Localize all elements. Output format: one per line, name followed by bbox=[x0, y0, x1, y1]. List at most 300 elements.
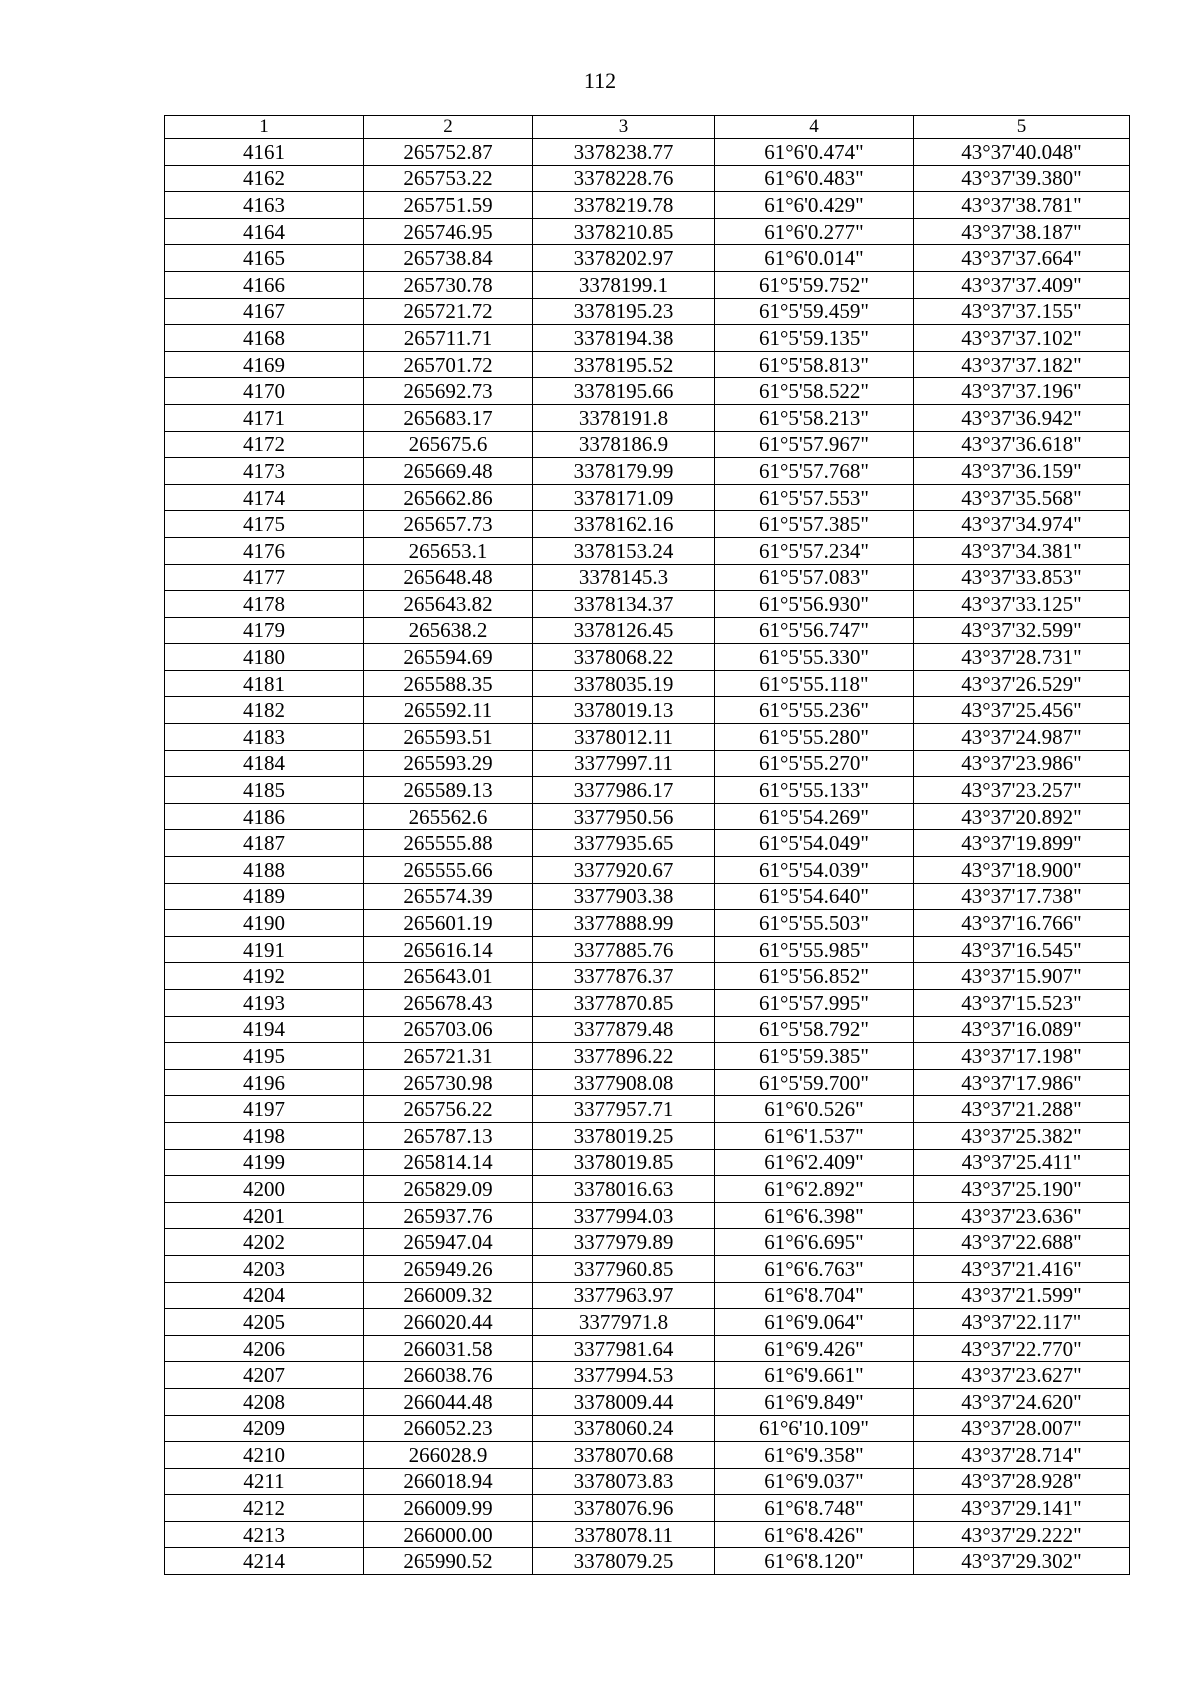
longitude-cell: 61°5'59.752" bbox=[715, 271, 914, 298]
latitude-cell: 43°37'38.781" bbox=[914, 192, 1130, 219]
coordinate-y-cell: 3378186.9 bbox=[533, 431, 715, 458]
table-row bbox=[165, 1495, 1130, 1522]
point-number-cell: 4198 bbox=[165, 1122, 364, 1149]
table-row bbox=[165, 245, 1130, 272]
latitude-cell: 43°37'25.411" bbox=[914, 1149, 1130, 1176]
point-number-cell: 4162 bbox=[165, 165, 364, 192]
coordinate-x-cell: 265662.86 bbox=[364, 484, 533, 511]
coordinate-y-cell: 3377885.76 bbox=[533, 936, 715, 963]
longitude-cell: 61°5'59.700" bbox=[715, 1069, 914, 1096]
latitude-cell: 43°37'24.620" bbox=[914, 1388, 1130, 1415]
coordinate-x-cell: 265752.87 bbox=[364, 139, 533, 166]
coordinate-y-cell: 3378153.24 bbox=[533, 537, 715, 564]
coordinate-y-cell: 3378202.97 bbox=[533, 245, 715, 272]
table-row bbox=[165, 1442, 1130, 1469]
coordinate-x-cell: 265678.43 bbox=[364, 990, 533, 1017]
latitude-cell: 43°37'21.599" bbox=[914, 1282, 1130, 1309]
latitude-cell: 43°37'32.599" bbox=[914, 617, 1130, 644]
table-row bbox=[165, 1415, 1130, 1442]
table-row bbox=[165, 910, 1130, 937]
longitude-cell: 61°5'55.985" bbox=[715, 936, 914, 963]
table-row bbox=[165, 1362, 1130, 1389]
coordinate-x-cell: 266009.32 bbox=[364, 1282, 533, 1309]
latitude-cell: 43°37'22.117" bbox=[914, 1309, 1130, 1336]
table-row bbox=[165, 1096, 1130, 1123]
longitude-cell: 61°5'59.385" bbox=[715, 1043, 914, 1070]
latitude-cell: 43°37'33.125" bbox=[914, 591, 1130, 618]
coordinate-x-cell: 265669.48 bbox=[364, 458, 533, 485]
coordinate-x-cell: 265589.13 bbox=[364, 777, 533, 804]
point-number-cell: 4188 bbox=[165, 857, 364, 884]
coordinate-y-cell: 3378035.19 bbox=[533, 670, 715, 697]
coordinate-y-cell: 3377957.71 bbox=[533, 1096, 715, 1123]
table-row bbox=[165, 1229, 1130, 1256]
coordinate-x-cell: 265638.2 bbox=[364, 617, 533, 644]
coordinate-y-cell: 3378016.63 bbox=[533, 1176, 715, 1203]
longitude-cell: 61°5'57.967" bbox=[715, 431, 914, 458]
coordinate-x-cell: 265949.26 bbox=[364, 1255, 533, 1282]
longitude-cell: 61°6'9.849" bbox=[715, 1388, 914, 1415]
coordinate-x-cell: 266009.99 bbox=[364, 1495, 533, 1522]
table-row bbox=[165, 325, 1130, 352]
table-row bbox=[165, 1202, 1130, 1229]
longitude-cell: 61°5'54.269" bbox=[715, 803, 914, 830]
coordinate-y-cell: 3377896.22 bbox=[533, 1043, 715, 1070]
longitude-cell: 61°6'0.429" bbox=[715, 192, 914, 219]
point-number-cell: 4202 bbox=[165, 1229, 364, 1256]
coordinate-y-cell: 3377903.38 bbox=[533, 883, 715, 910]
longitude-cell: 61°6'10.109" bbox=[715, 1415, 914, 1442]
coordinate-y-cell: 3377997.11 bbox=[533, 750, 715, 777]
point-number-cell: 4166 bbox=[165, 271, 364, 298]
coordinate-x-cell: 265701.72 bbox=[364, 351, 533, 378]
point-number-cell: 4183 bbox=[165, 724, 364, 751]
coordinate-y-cell: 3377994.03 bbox=[533, 1202, 715, 1229]
coordinate-x-cell: 265721.72 bbox=[364, 298, 533, 325]
coordinate-x-cell: 266028.9 bbox=[364, 1442, 533, 1469]
latitude-cell: 43°37'35.568" bbox=[914, 484, 1130, 511]
table-row bbox=[165, 165, 1130, 192]
point-number-cell: 4184 bbox=[165, 750, 364, 777]
point-number-cell: 4173 bbox=[165, 458, 364, 485]
longitude-cell: 61°5'57.234" bbox=[715, 537, 914, 564]
longitude-cell: 61°5'55.118" bbox=[715, 670, 914, 697]
point-number-cell: 4203 bbox=[165, 1255, 364, 1282]
longitude-cell: 61°5'54.640" bbox=[715, 883, 914, 910]
longitude-cell: 61°6'6.398" bbox=[715, 1202, 914, 1229]
longitude-cell: 61°5'54.039" bbox=[715, 857, 914, 884]
point-number-cell: 4177 bbox=[165, 564, 364, 591]
coordinate-x-cell: 265592.11 bbox=[364, 697, 533, 724]
longitude-cell: 61°5'57.768" bbox=[715, 458, 914, 485]
coordinate-y-cell: 3377979.89 bbox=[533, 1229, 715, 1256]
coordinate-y-cell: 3377908.08 bbox=[533, 1069, 715, 1096]
table-row bbox=[165, 271, 1130, 298]
table-row bbox=[165, 777, 1130, 804]
latitude-cell: 43°37'26.529" bbox=[914, 670, 1130, 697]
longitude-cell: 61°6'0.277" bbox=[715, 218, 914, 245]
table-row bbox=[165, 1016, 1130, 1043]
point-number-cell: 4176 bbox=[165, 537, 364, 564]
latitude-cell: 43°37'29.141" bbox=[914, 1495, 1130, 1522]
coordinate-x-cell: 265937.76 bbox=[364, 1202, 533, 1229]
coordinate-x-cell: 265594.69 bbox=[364, 644, 533, 671]
coordinate-y-cell: 3378179.99 bbox=[533, 458, 715, 485]
point-number-cell: 4172 bbox=[165, 431, 364, 458]
column-header-5: 5 bbox=[914, 116, 1130, 139]
latitude-cell: 43°37'37.182" bbox=[914, 351, 1130, 378]
table-row bbox=[165, 351, 1130, 378]
latitude-cell: 43°37'22.770" bbox=[914, 1335, 1130, 1362]
latitude-cell: 43°37'18.900" bbox=[914, 857, 1130, 884]
point-number-cell: 4187 bbox=[165, 830, 364, 857]
longitude-cell: 61°6'0.474" bbox=[715, 139, 914, 166]
coordinate-x-cell: 265692.73 bbox=[364, 378, 533, 405]
coordinate-x-cell: 265730.78 bbox=[364, 271, 533, 298]
longitude-cell: 61°6'9.426" bbox=[715, 1335, 914, 1362]
latitude-cell: 43°37'28.714" bbox=[914, 1442, 1130, 1469]
column-header-2: 2 bbox=[364, 116, 533, 139]
longitude-cell: 61°6'0.483" bbox=[715, 165, 914, 192]
latitude-cell: 43°37'25.382" bbox=[914, 1122, 1130, 1149]
point-number-cell: 4197 bbox=[165, 1096, 364, 1123]
coordinate-y-cell: 3378194.38 bbox=[533, 325, 715, 352]
coordinate-x-cell: 265593.29 bbox=[364, 750, 533, 777]
latitude-cell: 43°37'17.986" bbox=[914, 1069, 1130, 1096]
coordinate-y-cell: 3377935.65 bbox=[533, 830, 715, 857]
coordinate-x-cell: 265593.51 bbox=[364, 724, 533, 751]
point-number-cell: 4195 bbox=[165, 1043, 364, 1070]
latitude-cell: 43°37'37.155" bbox=[914, 298, 1130, 325]
latitude-cell: 43°37'22.688" bbox=[914, 1229, 1130, 1256]
latitude-cell: 43°37'28.007" bbox=[914, 1415, 1130, 1442]
latitude-cell: 43°37'37.409" bbox=[914, 271, 1130, 298]
coordinate-x-cell: 265721.31 bbox=[364, 1043, 533, 1070]
point-number-cell: 4211 bbox=[165, 1468, 364, 1495]
coordinate-y-cell: 3378009.44 bbox=[533, 1388, 715, 1415]
point-number-cell: 4191 bbox=[165, 936, 364, 963]
table-row bbox=[165, 963, 1130, 990]
longitude-cell: 61°5'56.747" bbox=[715, 617, 914, 644]
latitude-cell: 43°37'28.731" bbox=[914, 644, 1130, 671]
table-row bbox=[165, 857, 1130, 884]
coordinate-y-cell: 3378195.23 bbox=[533, 298, 715, 325]
longitude-cell: 61°5'55.503" bbox=[715, 910, 914, 937]
latitude-cell: 43°37'33.853" bbox=[914, 564, 1130, 591]
longitude-cell: 61°6'0.526" bbox=[715, 1096, 914, 1123]
page-number: 112 bbox=[583, 68, 617, 93]
table-row bbox=[165, 990, 1130, 1017]
table-row bbox=[165, 670, 1130, 697]
table-row bbox=[165, 936, 1130, 963]
point-number-cell: 4190 bbox=[165, 910, 364, 937]
longitude-cell: 61°5'55.330" bbox=[715, 644, 914, 671]
point-number-cell: 4168 bbox=[165, 325, 364, 352]
coordinate-x-cell: 265751.59 bbox=[364, 192, 533, 219]
longitude-cell: 61°5'58.213" bbox=[715, 404, 914, 431]
coordinate-x-cell: 265829.09 bbox=[364, 1176, 533, 1203]
latitude-cell: 43°37'20.892" bbox=[914, 803, 1130, 830]
point-number-cell: 4169 bbox=[165, 351, 364, 378]
coordinate-y-cell: 3378145.3 bbox=[533, 564, 715, 591]
point-number-cell: 4204 bbox=[165, 1282, 364, 1309]
longitude-cell: 61°5'56.930" bbox=[715, 591, 914, 618]
point-number-cell: 4213 bbox=[165, 1521, 364, 1548]
table-row bbox=[165, 404, 1130, 431]
coordinates-table bbox=[164, 115, 1130, 1575]
coordinate-y-cell: 3378162.16 bbox=[533, 511, 715, 538]
coordinate-x-cell: 265746.95 bbox=[364, 218, 533, 245]
coordinate-x-cell: 265753.22 bbox=[364, 165, 533, 192]
table-row bbox=[165, 139, 1130, 166]
latitude-cell: 43°37'24.987" bbox=[914, 724, 1130, 751]
table-row bbox=[165, 750, 1130, 777]
coordinate-x-cell: 266044.48 bbox=[364, 1388, 533, 1415]
latitude-cell: 43°37'21.288" bbox=[914, 1096, 1130, 1123]
longitude-cell: 61°5'55.236" bbox=[715, 697, 914, 724]
coordinate-y-cell: 3378126.45 bbox=[533, 617, 715, 644]
table-row bbox=[165, 431, 1130, 458]
table-row bbox=[165, 697, 1130, 724]
table-row bbox=[165, 1122, 1130, 1149]
longitude-cell: 61°6'9.064" bbox=[715, 1309, 914, 1336]
coordinate-x-cell: 265657.73 bbox=[364, 511, 533, 538]
coordinate-x-cell: 265643.82 bbox=[364, 591, 533, 618]
point-number-cell: 4199 bbox=[165, 1149, 364, 1176]
coordinate-y-cell: 3378019.13 bbox=[533, 697, 715, 724]
longitude-cell: 61°5'58.522" bbox=[715, 378, 914, 405]
longitude-cell: 61°6'9.661" bbox=[715, 1362, 914, 1389]
coordinate-y-cell: 3377876.37 bbox=[533, 963, 715, 990]
coordinate-x-cell: 265562.6 bbox=[364, 803, 533, 830]
longitude-cell: 61°5'54.049" bbox=[715, 830, 914, 857]
table-row bbox=[165, 591, 1130, 618]
point-number-cell: 4207 bbox=[165, 1362, 364, 1389]
latitude-cell: 43°37'16.545" bbox=[914, 936, 1130, 963]
longitude-cell: 61°6'6.695" bbox=[715, 1229, 914, 1256]
coordinate-x-cell: 265574.39 bbox=[364, 883, 533, 910]
coordinate-x-cell: 265555.88 bbox=[364, 830, 533, 857]
point-number-cell: 4165 bbox=[165, 245, 364, 272]
longitude-cell: 61°5'55.280" bbox=[715, 724, 914, 751]
point-number-cell: 4196 bbox=[165, 1069, 364, 1096]
longitude-cell: 61°6'8.748" bbox=[715, 1495, 914, 1522]
coordinate-y-cell: 3377879.48 bbox=[533, 1016, 715, 1043]
coordinate-x-cell: 265711.71 bbox=[364, 325, 533, 352]
latitude-cell: 43°37'15.907" bbox=[914, 963, 1130, 990]
table-row bbox=[165, 724, 1130, 751]
coordinate-x-cell: 266038.76 bbox=[364, 1362, 533, 1389]
longitude-cell: 61°6'9.358" bbox=[715, 1442, 914, 1469]
point-number-cell: 4164 bbox=[165, 218, 364, 245]
point-number-cell: 4179 bbox=[165, 617, 364, 644]
point-number-cell: 4192 bbox=[165, 963, 364, 990]
coordinate-y-cell: 3377981.64 bbox=[533, 1335, 715, 1362]
coordinate-x-cell: 265990.52 bbox=[364, 1548, 533, 1575]
coordinate-y-cell: 3378219.78 bbox=[533, 192, 715, 219]
point-number-cell: 4200 bbox=[165, 1176, 364, 1203]
latitude-cell: 43°37'29.222" bbox=[914, 1521, 1130, 1548]
latitude-cell: 43°37'34.974" bbox=[914, 511, 1130, 538]
point-number-cell: 4212 bbox=[165, 1495, 364, 1522]
longitude-cell: 61°5'55.133" bbox=[715, 777, 914, 804]
coordinate-y-cell: 3377888.99 bbox=[533, 910, 715, 937]
table-row bbox=[165, 458, 1130, 485]
coordinate-y-cell: 3378068.22 bbox=[533, 644, 715, 671]
table-row bbox=[165, 617, 1130, 644]
coordinate-y-cell: 3378078.11 bbox=[533, 1521, 715, 1548]
coordinate-y-cell: 3377950.56 bbox=[533, 803, 715, 830]
table-row bbox=[165, 1468, 1130, 1495]
table-row bbox=[165, 1521, 1130, 1548]
latitude-cell: 43°37'34.381" bbox=[914, 537, 1130, 564]
coordinate-x-cell: 265653.1 bbox=[364, 537, 533, 564]
table-row bbox=[165, 484, 1130, 511]
table-row bbox=[165, 298, 1130, 325]
table-row bbox=[165, 830, 1130, 857]
latitude-cell: 43°37'15.523" bbox=[914, 990, 1130, 1017]
longitude-cell: 61°5'57.083" bbox=[715, 564, 914, 591]
longitude-cell: 61°6'8.704" bbox=[715, 1282, 914, 1309]
longitude-cell: 61°5'58.792" bbox=[715, 1016, 914, 1043]
latitude-cell: 43°37'25.456" bbox=[914, 697, 1130, 724]
table-row bbox=[165, 1069, 1130, 1096]
coordinate-x-cell: 266000.00 bbox=[364, 1521, 533, 1548]
latitude-cell: 43°37'17.738" bbox=[914, 883, 1130, 910]
coordinate-x-cell: 265648.48 bbox=[364, 564, 533, 591]
coordinate-y-cell: 3378079.25 bbox=[533, 1548, 715, 1575]
coordinate-x-cell: 265675.6 bbox=[364, 431, 533, 458]
coordinate-x-cell: 265814.14 bbox=[364, 1149, 533, 1176]
coordinate-y-cell: 3378195.66 bbox=[533, 378, 715, 405]
longitude-cell: 61°5'55.270" bbox=[715, 750, 914, 777]
table-row bbox=[165, 1309, 1130, 1336]
latitude-cell: 43°37'37.196" bbox=[914, 378, 1130, 405]
coordinate-y-cell: 3378210.85 bbox=[533, 218, 715, 245]
coordinate-y-cell: 3378070.68 bbox=[533, 1442, 715, 1469]
longitude-cell: 61°5'59.459" bbox=[715, 298, 914, 325]
latitude-cell: 43°37'23.986" bbox=[914, 750, 1130, 777]
point-number-cell: 4167 bbox=[165, 298, 364, 325]
column-header-3: 3 bbox=[533, 116, 715, 139]
point-number-cell: 4206 bbox=[165, 1335, 364, 1362]
coordinate-x-cell: 265588.35 bbox=[364, 670, 533, 697]
point-number-cell: 4214 bbox=[165, 1548, 364, 1575]
coordinate-y-cell: 3378238.77 bbox=[533, 139, 715, 166]
latitude-cell: 43°37'16.766" bbox=[914, 910, 1130, 937]
longitude-cell: 61°5'57.995" bbox=[715, 990, 914, 1017]
longitude-cell: 61°6'2.409" bbox=[715, 1149, 914, 1176]
table-row bbox=[165, 192, 1130, 219]
table-row bbox=[165, 883, 1130, 910]
latitude-cell: 43°37'29.302" bbox=[914, 1548, 1130, 1575]
table-header bbox=[165, 116, 1130, 139]
point-number-cell: 4189 bbox=[165, 883, 364, 910]
table-row bbox=[165, 1548, 1130, 1575]
coordinate-y-cell: 3378012.11 bbox=[533, 724, 715, 751]
latitude-cell: 43°37'37.102" bbox=[914, 325, 1130, 352]
table-row bbox=[165, 1282, 1130, 1309]
table-row bbox=[165, 537, 1130, 564]
table-row bbox=[165, 564, 1130, 591]
coordinate-x-cell: 265756.22 bbox=[364, 1096, 533, 1123]
coordinate-x-cell: 265643.01 bbox=[364, 963, 533, 990]
coordinate-y-cell: 3377963.97 bbox=[533, 1282, 715, 1309]
point-number-cell: 4205 bbox=[165, 1309, 364, 1336]
coordinate-y-cell: 3378191.8 bbox=[533, 404, 715, 431]
longitude-cell: 61°5'57.385" bbox=[715, 511, 914, 538]
coordinate-y-cell: 3378171.09 bbox=[533, 484, 715, 511]
point-number-cell: 4208 bbox=[165, 1388, 364, 1415]
longitude-cell: 61°5'59.135" bbox=[715, 325, 914, 352]
longitude-cell: 61°6'0.014" bbox=[715, 245, 914, 272]
coordinate-y-cell: 3378060.24 bbox=[533, 1415, 715, 1442]
longitude-cell: 61°6'8.120" bbox=[715, 1548, 914, 1575]
point-number-cell: 4178 bbox=[165, 591, 364, 618]
coordinate-x-cell: 265616.14 bbox=[364, 936, 533, 963]
point-number-cell: 4193 bbox=[165, 990, 364, 1017]
longitude-cell: 61°6'9.037" bbox=[715, 1468, 914, 1495]
coordinate-x-cell: 265947.04 bbox=[364, 1229, 533, 1256]
point-number-cell: 4174 bbox=[165, 484, 364, 511]
point-number-cell: 4175 bbox=[165, 511, 364, 538]
coordinate-x-cell: 265683.17 bbox=[364, 404, 533, 431]
longitude-cell: 61°5'56.852" bbox=[715, 963, 914, 990]
table-row bbox=[165, 1388, 1130, 1415]
longitude-cell: 61°6'8.426" bbox=[715, 1521, 914, 1548]
coordinate-x-cell: 265730.98 bbox=[364, 1069, 533, 1096]
column-header-4: 4 bbox=[715, 116, 914, 139]
longitude-cell: 61°5'58.813" bbox=[715, 351, 914, 378]
point-number-cell: 4186 bbox=[165, 803, 364, 830]
latitude-cell: 43°37'19.899" bbox=[914, 830, 1130, 857]
table-row bbox=[165, 644, 1130, 671]
latitude-cell: 43°37'23.627" bbox=[914, 1362, 1130, 1389]
table-row bbox=[165, 218, 1130, 245]
coordinate-x-cell: 265738.84 bbox=[364, 245, 533, 272]
table-row bbox=[165, 1255, 1130, 1282]
longitude-cell: 61°5'57.553" bbox=[715, 484, 914, 511]
coordinate-y-cell: 3377960.85 bbox=[533, 1255, 715, 1282]
coordinate-x-cell: 266052.23 bbox=[364, 1415, 533, 1442]
coordinate-y-cell: 3378228.76 bbox=[533, 165, 715, 192]
coordinate-y-cell: 3378019.25 bbox=[533, 1122, 715, 1149]
latitude-cell: 43°37'39.380" bbox=[914, 165, 1130, 192]
table-row bbox=[165, 1176, 1130, 1203]
coordinate-y-cell: 3377920.67 bbox=[533, 857, 715, 884]
latitude-cell: 43°37'38.187" bbox=[914, 218, 1130, 245]
latitude-cell: 43°37'23.257" bbox=[914, 777, 1130, 804]
latitude-cell: 43°37'17.198" bbox=[914, 1043, 1130, 1070]
table-body bbox=[165, 139, 1130, 1575]
point-number-cell: 4194 bbox=[165, 1016, 364, 1043]
table-row bbox=[165, 378, 1130, 405]
table-row bbox=[165, 1335, 1130, 1362]
table-row bbox=[165, 1149, 1130, 1176]
coordinate-x-cell: 266031.58 bbox=[364, 1335, 533, 1362]
point-number-cell: 4210 bbox=[165, 1442, 364, 1469]
point-number-cell: 4161 bbox=[165, 139, 364, 166]
point-number-cell: 4201 bbox=[165, 1202, 364, 1229]
latitude-cell: 43°37'37.664" bbox=[914, 245, 1130, 272]
header-row bbox=[165, 116, 1130, 139]
coordinate-y-cell: 3378073.83 bbox=[533, 1468, 715, 1495]
longitude-cell: 61°6'1.537" bbox=[715, 1122, 914, 1149]
column-header-1: 1 bbox=[165, 116, 364, 139]
latitude-cell: 43°37'28.928" bbox=[914, 1468, 1130, 1495]
coordinate-y-cell: 3378134.37 bbox=[533, 591, 715, 618]
latitude-cell: 43°37'36.618" bbox=[914, 431, 1130, 458]
